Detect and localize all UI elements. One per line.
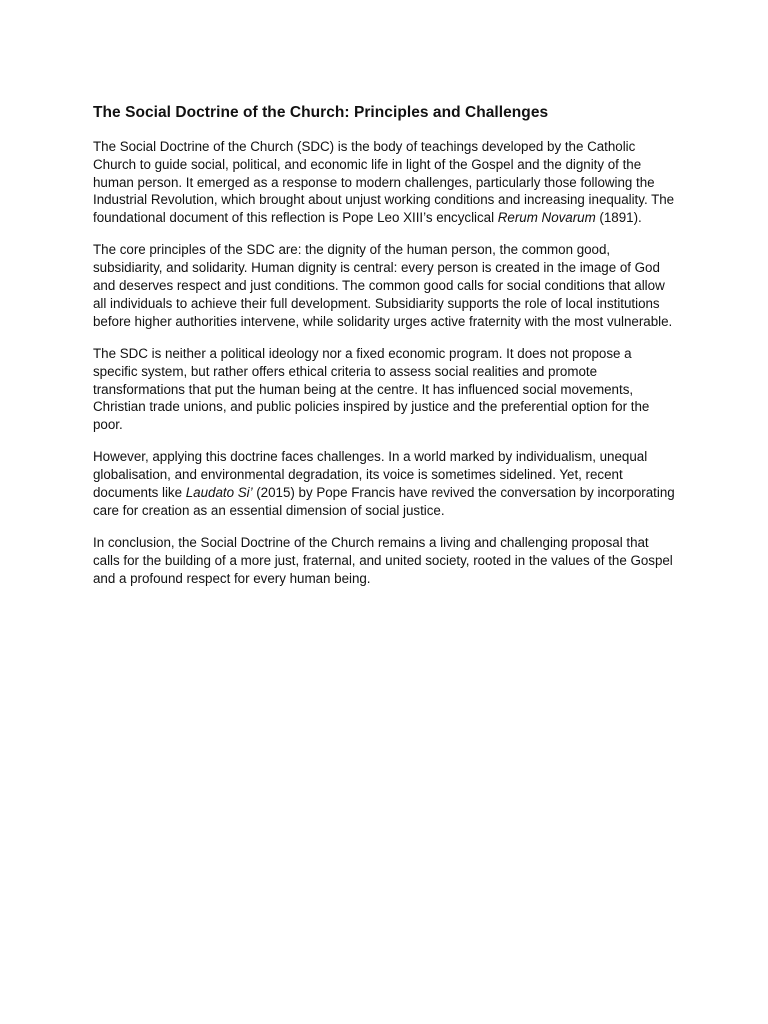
document-title: The Social Doctrine of the Church: Principles and Challenges: [93, 104, 549, 121]
paragraph-conclusion: [93, 534, 675, 587]
document-page: [93, 103, 675, 602]
paragraph-introduction: [93, 138, 675, 227]
paragraph-text: However, applying this doctrine faces challenges. In a world marked by individualism, unequal globalisation, and environmental degradation, its voice is sometimes sidelined. Yet, recent documents like: [93, 449, 648, 501]
paragraph-text: The SDC is neither a political ideology nor a fixed economic program. It does not propose a specific system, but rather offers ethical criteria to assess social realities and promote transformations that put the human being at the centre. It has influenced social movements, Christian trade unions, and public policies inspired by justice and the preferential option for the poor.: [93, 345, 650, 433]
paragraph-core-principles: [93, 241, 675, 330]
paragraph-not-ideology: [93, 345, 675, 434]
paragraph-text: The core principles of the SDC are: the dignity of the human person, the common good, subsidiarity, and solidarity. Human dignity is central: every person is created in the image of God and deserves respect and just conditions. The common good calls for social conditions that allow all individuals to achieve their full development. Subsidiarity supports the role of local institutions before higher authorities intervene, while solidarity urges active fraternity with the most vulnerable.: [93, 242, 673, 329]
italic-title-rerum-novarum: Rerum Novarum: [497, 210, 596, 226]
paragraph-text: (1891).: [595, 210, 642, 226]
paragraph-challenges: [93, 448, 675, 519]
paragraph-text: The Social Doctrine of the Church (SDC) is the body of teachings developed by the Catholic Church to guide social, political, and economic life in light of the Gospel and the dignity of the human person. It emerged as a response to modern challenges, particularly those following the Industrial Revolution, which brought about unjust working conditions and increasing inequality. The foundational document of this reflection is Pope Leo XIII’s encyclical: [93, 139, 675, 226]
paragraph-text: In conclusion, the Social Doctrine of the Church remains a living and challenging proposal that calls for the building of a more just, fraternal, and united society, rooted in the values of the Gospel and a profound respect for every human being.: [93, 535, 673, 586]
italic-title-laudato-si: Laudato Si’: [185, 485, 253, 501]
paragraph-text: (2015) by Pope Francis have revived the conversation by incorporating care for creation as an essential dimension of social justice.: [93, 485, 675, 518]
